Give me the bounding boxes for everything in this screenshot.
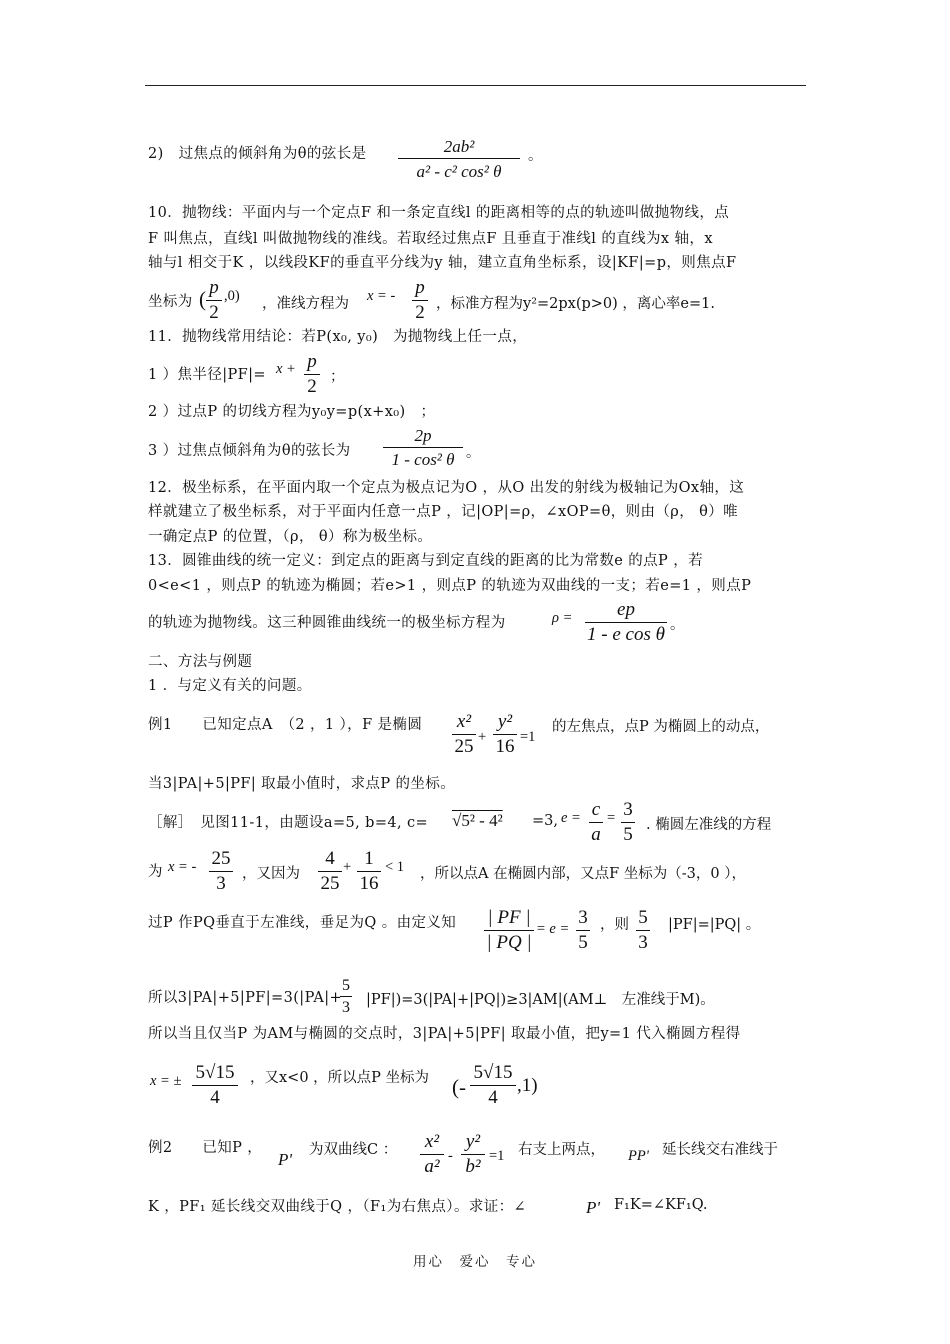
text-line: 例2 已知P ，: [148, 1140, 263, 1156]
header-rule: [145, 85, 806, 86]
text-line: 为双曲线C ：: [309, 1142, 398, 1158]
formula-text: +: [478, 729, 487, 745]
formula-text: =1: [520, 729, 536, 745]
text-line: F 叫焦点，直线l 叫做抛物线的准线。若取经过焦点F 且垂直于准线l 的直线为x 轴，x: [148, 231, 713, 247]
text-line: 0<e<1 ，则点P 的轨迹为椭圆；若e>1 ，则点P 的轨迹为双曲线的一支；若e=1 ，则点P: [148, 578, 752, 594]
formula-text: x = -: [367, 288, 396, 304]
formula-text: ,0): [224, 288, 240, 304]
page-footer: 用心 爱心 专心: [413, 1254, 537, 1270]
formula-fraction: x² a²: [420, 1130, 444, 1179]
text-line: 为: [148, 864, 163, 880]
formula-fraction: 4 25: [318, 847, 342, 896]
formula-text: P': [586, 1198, 601, 1217]
text-line: 的轨迹为抛物线。这三种圆锥曲线统一的极坐标方程为: [148, 615, 506, 631]
formula-fraction: y² b²: [461, 1130, 485, 1179]
text-line: F₁K=∠KF₁Q.: [614, 1197, 708, 1213]
text-line: ［解］ 见图11-1，由题设a=5, b=4, c=: [148, 815, 429, 831]
formula-fraction: p 2: [412, 276, 428, 325]
text-line: 3 ）过焦点倾斜角为θ的弦长为: [148, 443, 351, 459]
formula-fraction: 3 5: [576, 906, 590, 955]
formula-text: PP': [628, 1148, 649, 1164]
text-line: 延长线交右准线于: [662, 1142, 778, 1158]
formula-text: < 1: [385, 859, 405, 875]
formula-text: =: [607, 810, 616, 826]
formula-fraction: y² 16: [493, 710, 517, 759]
text-line: 所以当且仅当P 为AM与椭圆的交点时，3|PA|+5|PF| 取最小值，把y=1 代入椭圆方程得: [148, 1026, 741, 1042]
text-line: 1 ．与定义有关的问题。: [148, 678, 312, 694]
text-line: ，又因为: [242, 866, 300, 882]
text-line: 当3|PA|+5|PF| 取最小值时，求点P 的坐标。: [148, 776, 456, 792]
text-line: 2 ）过点P 的切线方程为y₀y=p(x+x₀) ；: [148, 404, 436, 420]
formula-fraction: ep 1 - e cos θ: [585, 598, 667, 647]
text-line: ；: [330, 369, 345, 385]
text-line: |PF|=|PQ| 。: [668, 917, 761, 933]
formula-fraction: 5 3: [342, 977, 350, 1016]
formula-text: e =: [561, 810, 581, 826]
text-line: 12．极坐标系，在平面内取一个定点为极点记为O ，从O 出发的射线为极轴记为Ox轴，这: [148, 480, 745, 496]
text-line: 例1 已知定点A （2 ，1 ），F 是椭圆: [148, 717, 423, 733]
text-line: 10．抛物线：平面内与一个定点F 和一条定直线l 的距离相等的点的轨迹叫做抛物线，点: [148, 205, 730, 221]
formula-text: x = -: [168, 859, 197, 875]
formula-text: P': [278, 1150, 293, 1169]
formula-fraction: 25 3: [209, 847, 233, 896]
text-line: K ，PF₁ 延长线交双曲线于Q ，（F₁为右焦点）。求证：∠: [148, 1199, 527, 1215]
formula-text: = e =: [536, 921, 570, 937]
section-heading: 二、方法与例题: [148, 654, 253, 670]
formula-fraction: 1 16: [357, 847, 381, 896]
text-line: 样就建立了极坐标系，对于平面内任意一点P ，记|OP|=ρ，∠xOP=θ，则由（ρ， θ）唯: [148, 504, 739, 520]
text-line: =3,: [532, 813, 558, 829]
text-line: 1 ）焦半径|PF|=: [148, 367, 266, 383]
text-line: ，又x<0 ，所以点P 坐标为: [250, 1070, 430, 1086]
text-line: 所以3|PA|+5|PF|=3(|PA|+: [148, 990, 343, 1006]
formula-text: (-: [452, 1075, 466, 1099]
formula-text: -: [448, 1148, 453, 1164]
text-line: ，准线方程为: [262, 296, 349, 312]
formula-text: (: [199, 287, 206, 311]
text-line: 一确定点P 的位置，（ρ， θ）称为极坐标。: [148, 529, 433, 545]
text-line: 右支上两点，: [518, 1142, 605, 1158]
text-line: 2) 过焦点的倾斜角为θ的弦长是: [148, 146, 367, 162]
formula-fraction: 5√15 4: [192, 1061, 238, 1110]
text-line: 。: [670, 617, 685, 633]
formula-fraction: x² 25: [452, 710, 476, 759]
formula-text: x +: [276, 361, 296, 377]
text-line: 过P 作PQ垂直于左准线，垂足为Q 。由定义知: [148, 915, 457, 931]
formula-fraction: 2p 1 - cos² θ: [383, 425, 463, 472]
text-line: 13．圆锥曲线的统一定义：到定点的距离与到定直线的距离的比为常数e 的点P ，若: [148, 553, 704, 569]
formula-fraction: p 2: [206, 276, 222, 325]
text-line: 11．抛物线常用结论：若P(x₀, y₀) 为抛物线上任一点，: [148, 329, 528, 345]
text-line: . 椭圆左准线的方程: [646, 817, 772, 833]
formula-fraction: 2ab² a² - c² cos² θ: [398, 136, 520, 185]
formula-text: =1: [489, 1148, 505, 1164]
formula-fraction: c a: [589, 798, 603, 847]
text-line: ，所以点A 在椭圆内部，又点F 坐标为（-3，0 ），: [420, 866, 746, 882]
formula-text: ρ =: [552, 610, 573, 626]
formula-fraction: 5√15 4: [470, 1061, 516, 1110]
text-line: 的左焦点，点P 为椭圆上的动点，: [552, 719, 770, 735]
formula-text: √5² - 4²: [452, 811, 503, 830]
text-line: 。: [466, 445, 481, 461]
text-line: 轴与l 相交于K ，以线段KF的垂直平分线为y 轴，建立直角坐标系，设|KF|=p，则焦点F: [148, 255, 737, 271]
formula-fraction: 3 5: [621, 798, 635, 847]
formula-text: ,1): [517, 1075, 538, 1096]
formula-fraction: p 2: [304, 350, 320, 399]
formula-text: x = ±: [150, 1073, 182, 1089]
text-line: |PF|)=3(|PA|+|PQ|)≥3|AM|(AM⊥ 左准线于M)。: [366, 992, 715, 1008]
text-line: 坐标为: [148, 294, 193, 310]
text-line: ，则: [600, 917, 629, 933]
text-line: ，标准方程为y²=2px(p>0) ，离心率e=1.: [436, 296, 715, 312]
formula-text: +: [343, 859, 352, 875]
formula-fraction: 5 3: [636, 906, 650, 955]
formula-fraction: | PF | | PQ |: [484, 906, 534, 955]
text-punct: 。: [528, 148, 543, 164]
